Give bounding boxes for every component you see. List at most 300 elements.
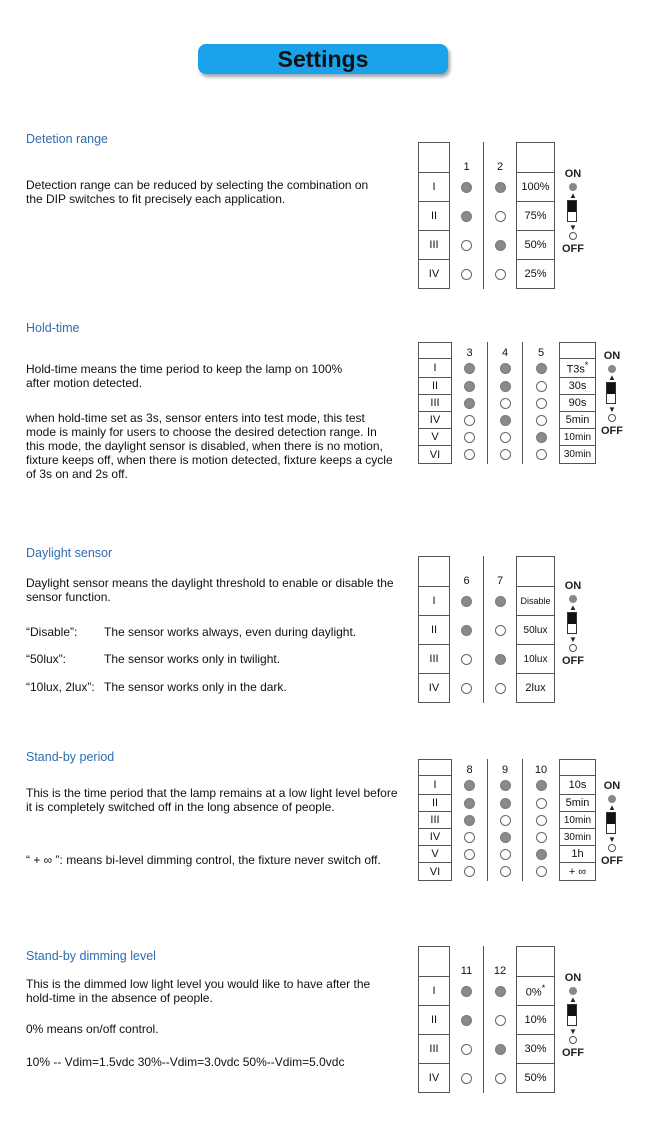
row-label: II <box>419 616 450 645</box>
row-value <box>560 446 596 464</box>
switch-number-header: 10 <box>523 760 560 776</box>
dot-cell <box>450 173 484 202</box>
row-label: I <box>419 776 452 795</box>
row-value-text: 10min <box>563 814 592 826</box>
dot-cell <box>523 359 560 378</box>
row-value-text: 30s <box>568 380 587 392</box>
header-value-cell <box>517 557 555 587</box>
row-value <box>517 674 555 703</box>
section-description: This is the dimmed low light level you would like to have after the hold-time in the absence of people. <box>26 977 371 1005</box>
filled-dot-icon <box>500 780 511 791</box>
off-indicator-icon <box>608 844 616 852</box>
switch-on-label: ON <box>564 972 582 984</box>
switch-knob-icon <box>568 613 576 624</box>
dip-switch-icon <box>558 580 588 670</box>
switch-number-header: 11 <box>450 947 484 977</box>
dot-cell <box>488 446 523 464</box>
row-label: IV <box>419 1064 450 1093</box>
dot-cell <box>488 795 523 812</box>
arrow-up-icon: ▲ <box>569 995 577 1004</box>
dot-cell <box>484 587 517 616</box>
filled-dot-icon <box>495 1044 506 1055</box>
row-value-text: 10min <box>563 431 592 443</box>
row-value <box>517 587 555 616</box>
row-value <box>560 378 596 395</box>
dot-cell <box>450 977 484 1006</box>
filled-dot-icon <box>500 381 511 392</box>
switch-body-icon <box>606 812 616 834</box>
dot-cell <box>484 616 517 645</box>
note-label: “50lux”: <box>26 652 67 666</box>
row-value-text: 50lux <box>523 624 548 636</box>
row-value-text: 100% <box>521 181 550 193</box>
dot-cell <box>450 1064 484 1093</box>
empty-dot-icon <box>500 849 511 860</box>
filled-dot-icon <box>461 211 472 222</box>
dip-switch-table <box>418 946 555 1093</box>
empty-dot-icon <box>536 866 547 877</box>
row-label: II <box>419 795 452 812</box>
arrow-down-icon: ▼ <box>608 405 616 414</box>
header-value-cell <box>560 343 596 359</box>
dot-cell <box>484 1006 517 1035</box>
filled-dot-icon <box>464 363 475 374</box>
switch-off-label: OFF <box>562 1047 584 1059</box>
row-value-text: 30min <box>563 449 592 460</box>
dot-cell <box>523 429 560 446</box>
dot-cell <box>452 776 488 795</box>
row-value <box>517 173 555 202</box>
table-header-row <box>419 760 596 776</box>
row-value-text: 30% <box>524 1043 547 1055</box>
switch-body-icon <box>567 1004 577 1026</box>
dot-cell <box>488 395 523 412</box>
dot-cell <box>452 359 488 378</box>
empty-dot-icon <box>461 1044 472 1055</box>
note-text: The sensor works only in twilight. <box>104 652 281 666</box>
table-row <box>419 231 555 260</box>
dip-switch-table <box>418 556 555 703</box>
section-title: Stand-by dimming level <box>26 949 156 963</box>
row-value-text: 90s <box>568 397 587 409</box>
table-header-row <box>419 947 555 977</box>
switch-body-icon <box>606 382 616 404</box>
dip-switch-table <box>418 759 596 881</box>
on-indicator-icon <box>569 987 577 995</box>
table-header-row <box>419 343 596 359</box>
row-value-text: 5min <box>565 797 590 809</box>
table-row <box>419 616 555 645</box>
footnote-mark: * <box>541 983 546 994</box>
row-label: I <box>419 587 450 616</box>
row-label: IV <box>419 829 452 846</box>
filled-dot-icon <box>464 815 475 826</box>
filled-dot-icon <box>536 432 547 443</box>
switch-on-label: ON <box>564 580 582 592</box>
dot-cell <box>452 846 488 863</box>
empty-dot-icon <box>464 832 475 843</box>
row-label: VI <box>419 863 452 881</box>
dot-cell <box>450 616 484 645</box>
empty-dot-icon <box>500 398 511 409</box>
row-value-text: 50% <box>524 239 547 251</box>
filled-dot-icon <box>495 596 506 607</box>
empty-dot-icon <box>495 211 506 222</box>
filled-dot-icon <box>495 986 506 997</box>
row-value-text: 0% <box>525 986 542 999</box>
dot-cell <box>488 429 523 446</box>
dot-cell <box>452 429 488 446</box>
dot-cell <box>488 863 523 881</box>
row-value <box>560 863 596 881</box>
switch-number-header: 8 <box>452 760 488 776</box>
switch-number-header: 3 <box>452 343 488 359</box>
table-row <box>419 977 555 1006</box>
filled-dot-icon <box>461 986 472 997</box>
switch-on-label: ON <box>564 168 582 180</box>
table-row <box>419 829 596 846</box>
header-value-cell <box>517 947 555 977</box>
table-row <box>419 674 555 703</box>
dot-cell <box>488 378 523 395</box>
filled-dot-icon <box>464 381 475 392</box>
empty-dot-icon <box>464 849 475 860</box>
settings-title-bar <box>198 44 448 74</box>
footnote-mark: * <box>584 360 589 371</box>
table-row <box>419 446 596 464</box>
row-value-text: 25% <box>524 268 547 280</box>
switch-number-header: 9 <box>488 760 523 776</box>
dot-cell <box>450 260 484 289</box>
arrow-up-icon: ▲ <box>569 191 577 200</box>
header-blank-cell <box>419 343 452 359</box>
table-row <box>419 795 596 812</box>
empty-dot-icon <box>536 415 547 426</box>
off-indicator-icon <box>569 644 577 652</box>
dot-cell <box>452 795 488 812</box>
switch-body-icon <box>567 200 577 222</box>
dot-cell <box>523 812 560 829</box>
dot-cell <box>523 795 560 812</box>
row-value <box>517 1006 555 1035</box>
empty-dot-icon <box>536 815 547 826</box>
empty-dot-icon <box>536 398 547 409</box>
empty-dot-icon <box>500 866 511 877</box>
row-label: IV <box>419 412 452 429</box>
row-label: II <box>419 378 452 395</box>
switch-off-label: OFF <box>562 655 584 667</box>
switch-number-header: 7 <box>484 557 517 587</box>
header-blank-cell <box>419 557 450 587</box>
header-blank-cell <box>419 143 450 173</box>
dot-cell <box>523 395 560 412</box>
dot-cell <box>452 412 488 429</box>
switch-knob-icon <box>607 813 615 824</box>
table-row <box>419 1006 555 1035</box>
row-value-text: + ∞ <box>568 865 587 878</box>
dot-cell <box>523 446 560 464</box>
row-value <box>560 795 596 812</box>
row-label: III <box>419 1035 450 1064</box>
row-value-text: 10% <box>524 1014 547 1026</box>
arrow-down-icon: ▼ <box>569 635 577 644</box>
row-value <box>517 202 555 231</box>
dot-cell <box>523 776 560 795</box>
row-label: II <box>419 202 450 231</box>
row-value-text: 1h <box>571 848 584 860</box>
filled-dot-icon <box>536 780 547 791</box>
row-label: I <box>419 359 452 378</box>
dot-cell <box>452 863 488 881</box>
dot-cell <box>450 202 484 231</box>
row-value <box>517 1035 555 1064</box>
dot-cell <box>452 829 488 846</box>
dot-cell <box>450 674 484 703</box>
arrow-down-icon: ▼ <box>608 835 616 844</box>
filled-dot-icon <box>464 780 475 791</box>
row-label: IV <box>419 674 450 703</box>
row-value <box>560 395 596 412</box>
table-row <box>419 202 555 231</box>
row-value <box>560 829 596 846</box>
row-value <box>517 1064 555 1093</box>
empty-dot-icon <box>464 432 475 443</box>
row-value <box>560 429 596 446</box>
filled-dot-icon <box>500 832 511 843</box>
section-description: Hold-time means the time period to keep the lamp on 100% after motion detected. <box>26 362 343 390</box>
row-value-text: T3s <box>566 363 585 376</box>
dot-cell <box>523 846 560 863</box>
section-description: 0% means on/off control. <box>26 1022 159 1036</box>
header-blank-cell <box>419 760 452 776</box>
empty-dot-icon <box>495 683 506 694</box>
empty-dot-icon <box>536 381 547 392</box>
header-value-cell <box>517 143 555 173</box>
section-description: This is the time period that the lamp remains at a low light level before it is completely switched off in the long absence of people. <box>26 786 398 814</box>
empty-dot-icon <box>461 683 472 694</box>
empty-dot-icon <box>461 1073 472 1084</box>
row-value <box>560 412 596 429</box>
header-value-cell <box>560 760 596 776</box>
row-value <box>517 616 555 645</box>
row-value-text: 75% <box>524 210 547 222</box>
table-row <box>419 1035 555 1064</box>
filled-dot-icon <box>536 363 547 374</box>
section-description: Detection range can be reduced by selecting the combination on the DIP switches to fit precisely each application. <box>26 178 369 206</box>
dot-cell <box>488 412 523 429</box>
empty-dot-icon <box>495 269 506 280</box>
empty-dot-icon <box>464 415 475 426</box>
filled-dot-icon <box>500 798 511 809</box>
row-label: IV <box>419 260 450 289</box>
dot-cell <box>452 812 488 829</box>
filled-dot-icon <box>495 654 506 665</box>
dot-cell <box>452 378 488 395</box>
row-value <box>517 231 555 260</box>
row-value-text: 10s <box>568 779 587 791</box>
row-value-text: 10lux <box>523 653 548 665</box>
switch-number-header: 5 <box>523 343 560 359</box>
filled-dot-icon <box>495 182 506 193</box>
row-value-text: 30min <box>563 831 592 843</box>
row-value-text: Disable <box>520 596 551 606</box>
empty-dot-icon <box>495 1015 506 1026</box>
dot-cell <box>484 645 517 674</box>
empty-dot-icon <box>461 654 472 665</box>
filled-dot-icon <box>464 398 475 409</box>
page-title: Settings <box>277 46 369 72</box>
switch-knob-icon <box>568 1005 576 1016</box>
switch-on-label: ON <box>603 350 621 362</box>
on-indicator-icon <box>608 795 616 803</box>
off-indicator-icon <box>569 232 577 240</box>
dot-cell <box>484 173 517 202</box>
dot-cell <box>484 231 517 260</box>
table-row <box>419 863 596 881</box>
table-row <box>419 645 555 674</box>
dot-cell <box>452 446 488 464</box>
dot-cell <box>450 587 484 616</box>
filled-dot-icon <box>461 596 472 607</box>
dot-cell <box>484 260 517 289</box>
dot-cell <box>523 829 560 846</box>
table-header-row <box>419 557 555 587</box>
row-label: V <box>419 429 452 446</box>
row-value-text: 2lux <box>525 682 546 694</box>
dot-cell <box>488 776 523 795</box>
switch-number-header: 4 <box>488 343 523 359</box>
table-row <box>419 776 596 795</box>
row-label: V <box>419 846 452 863</box>
dot-cell <box>452 395 488 412</box>
table-row <box>419 587 555 616</box>
switch-number-header: 12 <box>484 947 517 977</box>
dip-switch-icon <box>597 780 627 870</box>
empty-dot-icon <box>500 815 511 826</box>
row-value-text: 50% <box>524 1072 547 1084</box>
arrow-up-icon: ▲ <box>569 603 577 612</box>
filled-dot-icon <box>500 363 511 374</box>
filled-dot-icon <box>461 625 472 636</box>
table-row <box>419 378 596 395</box>
row-label: III <box>419 395 452 412</box>
arrow-down-icon: ▼ <box>569 1027 577 1036</box>
dot-cell <box>450 645 484 674</box>
row-label: I <box>419 977 450 1006</box>
dip-switch-table <box>418 342 596 464</box>
row-value <box>517 645 555 674</box>
filled-dot-icon <box>461 182 472 193</box>
row-value <box>560 359 596 378</box>
arrow-up-icon: ▲ <box>608 803 616 812</box>
off-indicator-icon <box>608 414 616 422</box>
dip-switch-icon <box>558 168 588 258</box>
empty-dot-icon <box>536 798 547 809</box>
dot-cell <box>488 829 523 846</box>
dot-cell <box>488 359 523 378</box>
section-title: Daylight sensor <box>26 546 113 560</box>
row-label: VI <box>419 446 452 464</box>
on-indicator-icon <box>608 365 616 373</box>
switch-knob-icon <box>568 201 576 212</box>
empty-dot-icon <box>461 240 472 251</box>
switch-number-header: 2 <box>484 143 517 173</box>
row-label: III <box>419 645 450 674</box>
note-label: “10lux, 2lux”: <box>26 680 95 694</box>
dot-cell <box>484 674 517 703</box>
dot-cell <box>523 412 560 429</box>
table-row <box>419 260 555 289</box>
on-indicator-icon <box>569 183 577 191</box>
filled-dot-icon <box>461 1015 472 1026</box>
table-row <box>419 1064 555 1093</box>
switch-off-label: OFF <box>562 243 584 255</box>
empty-dot-icon <box>500 432 511 443</box>
section-title: Stand-by period <box>26 750 115 764</box>
switch-knob-icon <box>607 383 615 394</box>
table-row <box>419 173 555 202</box>
switch-off-label: OFF <box>601 855 623 867</box>
section-description: “ + ∞ ”: means bi-level dimming control, the fixture never switch off. <box>26 853 381 867</box>
arrow-down-icon: ▼ <box>569 223 577 232</box>
table-row <box>419 812 596 829</box>
row-value <box>517 977 555 1006</box>
switch-number-header: 1 <box>450 143 484 173</box>
note-text: The sensor works only in the dark. <box>104 680 287 694</box>
filled-dot-icon <box>500 415 511 426</box>
table-row <box>419 429 596 446</box>
dot-cell <box>484 977 517 1006</box>
table-row <box>419 412 596 429</box>
dot-cell <box>450 231 484 260</box>
row-value <box>560 812 596 829</box>
filled-dot-icon <box>464 798 475 809</box>
empty-dot-icon <box>495 625 506 636</box>
dip-switch-icon <box>558 972 588 1062</box>
empty-dot-icon <box>536 832 547 843</box>
note-label: “Disable”: <box>26 625 78 639</box>
filled-dot-icon <box>495 240 506 251</box>
dip-switch-table <box>418 142 555 289</box>
table-row <box>419 395 596 412</box>
dot-cell <box>484 1035 517 1064</box>
table-row <box>419 846 596 863</box>
off-indicator-icon <box>569 1036 577 1044</box>
row-label: I <box>419 173 450 202</box>
note-text: The sensor works always, even during daylight. <box>104 625 357 639</box>
row-value-text: 5min <box>565 414 590 426</box>
section-description: when hold-time set as 3s, sensor enters into test mode, this test mode is mainly for users to choose the desired detection range. In this mode, the daylight sensor is disabled, when there is no motion, fixture keeps off, when there is motion detected, fixture keeps a cycle of 3s on and 2s off. <box>26 411 393 481</box>
empty-dot-icon <box>461 269 472 280</box>
dot-cell <box>488 812 523 829</box>
row-value <box>517 260 555 289</box>
dot-cell <box>488 846 523 863</box>
dot-cell <box>523 863 560 881</box>
table-header-row <box>419 143 555 173</box>
switch-on-label: ON <box>603 780 621 792</box>
filled-dot-icon <box>536 849 547 860</box>
row-label: III <box>419 231 450 260</box>
dot-cell <box>523 378 560 395</box>
header-blank-cell <box>419 947 450 977</box>
empty-dot-icon <box>464 449 475 460</box>
empty-dot-icon <box>464 866 475 877</box>
on-indicator-icon <box>569 595 577 603</box>
table-row <box>419 359 596 378</box>
empty-dot-icon <box>536 449 547 460</box>
section-title: Detetion range <box>26 132 109 146</box>
row-value <box>560 776 596 795</box>
